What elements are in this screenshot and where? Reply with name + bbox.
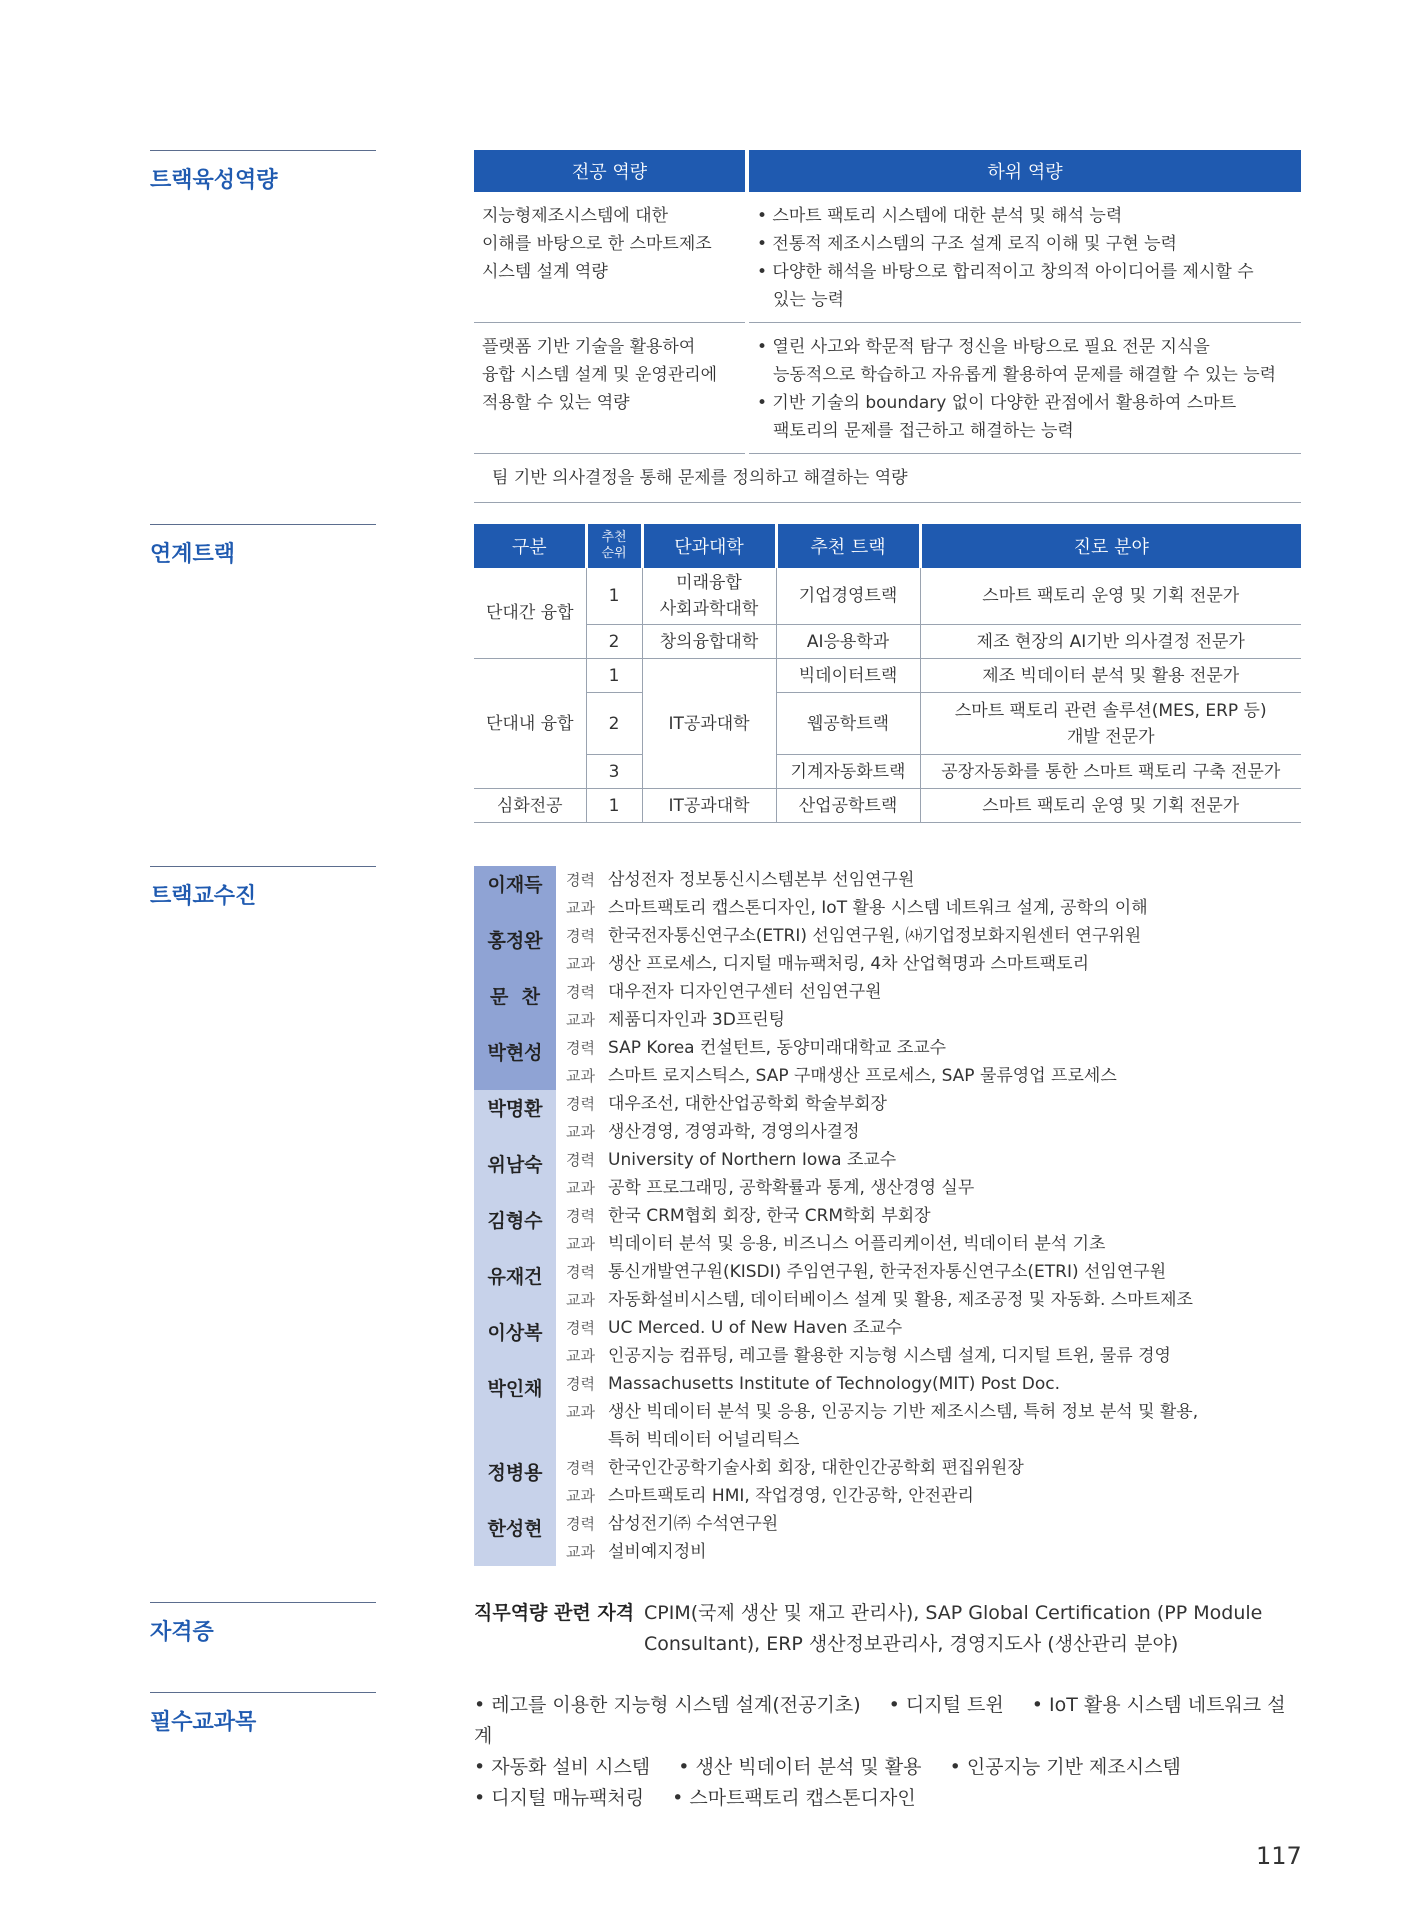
faculty-name: 유재건 [474,1258,556,1314]
line-tag: 경력 [566,1515,595,1533]
career-cell: 스마트 팩토리 관련 솔루션(MES, ERP 등) 개발 전문가 [920,693,1301,755]
line-tag: 경력 [566,1375,595,1393]
header-major-competency: 전공 역량 [474,150,747,192]
track-cell: AI응용학과 [776,625,920,659]
line-tag: 교과 [566,1487,595,1505]
line-tag: 경력 [566,983,595,1001]
faculty-entry [474,978,1314,1034]
college-cell: 미래융합 사회과학대학 [642,568,776,625]
course-text: 생산 빅데이터 분석 및 응용, 인공지능 기반 제조시스템, 특허 정보 분석 및 활용, [608,1402,1199,1422]
track-cell: 기계자동화트랙 [776,755,920,789]
competency-table [474,150,1301,503]
course-text: 특허 빅데이터 어널리틱스 [608,1430,800,1450]
category-cell: 심화전공 [474,789,586,823]
header-track: 추천 트랙 [776,524,920,568]
course-text: 스마트팩토리 HMI, 작업경영, 인간공학, 안전관리 [608,1486,974,1506]
course-text: 빅데이터 분석 및 응용, 비즈니스 어플리케이션, 빅데이터 분석 기초 [608,1234,1106,1254]
course-text: 스마트 로지스틱스, SAP 구매생산 프로세스, SAP 물류영업 프로세스 [608,1066,1117,1086]
major-competency-cell: 플랫폼 기반 기술을 활용하여 융합 시스템 설계 및 운영관리에 적용할 수 있는 역량 [474,323,747,454]
line-tag: 경력 [566,1151,595,1169]
certificate-text-line: Consultant), ERP 생산정보관리사, 경영지도사 (생산관리 분야) [644,1633,1179,1655]
faculty-list [474,866,1314,1566]
course-item: • 디지털 트윈 [888,1694,1004,1716]
course-item: • 디지털 매뉴팩처링 [474,1787,645,1809]
required-courses [474,1690,1314,1814]
line-tag: 교과 [566,1347,595,1365]
faculty-entry [474,1034,1314,1090]
track-cell: 웹공학트랙 [776,693,920,755]
line-tag: 교과 [566,955,595,973]
line-tag: 교과 [566,1403,595,1421]
course-text: 생산 프로세스, 디지털 매뉴팩처링, 4차 산업혁명과 스마트팩토리 [608,954,1090,974]
certificate-text-line: CPIM(국제 생산 및 재고 관리사), SAP Global Certification (PP Module [644,1602,1263,1624]
faculty-name: 이상복 [474,1314,556,1370]
linked-track-table [474,524,1301,823]
faculty-name: 이재득 [474,866,556,922]
team-competency-cell: 팀 기반 의사결정을 통해 문제를 정의하고 해결하는 역량 [474,454,1301,503]
faculty-name: 홍정완 [474,922,556,978]
faculty-entry [474,1370,1314,1454]
table-row [474,192,1301,323]
faculty-entry [474,922,1314,978]
career-cell: 스마트 팩토리 운영 및 기획 전문가 [920,568,1301,625]
course-text: 자동화설비시스템, 데이터베이스 설계 및 활용, 제조공정 및 자동화. 스마트제조 [608,1290,1193,1310]
line-tag: 교과 [566,899,595,917]
career-text: UC Merced. U of New Haven 조교수 [608,1318,903,1338]
course-text: 제품디자인과 3D프린팅 [608,1010,786,1030]
course-text: 설비예지정비 [608,1542,707,1562]
faculty-entry [474,1454,1314,1510]
course-text: 인공지능 컴퓨팅, 레고를 활용한 지능형 시스템 설계, 디지털 트윈, 물류 경영 [608,1346,1171,1366]
major-competency-cell: 지능형제조시스템에 대한 이해를 바탕으로 한 스마트제조 시스템 설계 역량 [474,192,747,323]
career-text: 대우전자 디자인연구센터 선임연구원 [608,982,882,1002]
faculty-name: 박인채 [474,1370,556,1454]
header-college: 단과대학 [642,524,776,568]
line-tag: 경력 [566,1459,595,1477]
course-item: • 생산 빅데이터 분석 및 활용 [678,1756,922,1778]
faculty-name: 문 찬 [474,978,556,1034]
course-item: • IoT 활용 시스템 네트워크 설계 [474,1694,1286,1747]
table-row [474,454,1301,503]
rank-cell: 2 [586,693,642,755]
rank-cell: 1 [586,789,642,823]
table-row [474,693,1301,755]
table-row [474,323,1301,454]
line-tag: 교과 [566,1011,595,1029]
rank-cell: 1 [586,568,642,625]
college-cell: IT공과대학 [642,659,776,789]
section-label-required-courses: 필수교과목 [150,1692,376,1736]
faculty-name: 김형수 [474,1202,556,1258]
faculty-name: 정병용 [474,1454,556,1510]
career-text: University of Northern Iowa 조교수 [608,1150,897,1170]
table-row [474,755,1301,789]
faculty-entry [474,1510,1314,1566]
faculty-name: 위남숙 [474,1146,556,1202]
course-item: • 스마트팩토리 캡스톤디자인 [672,1787,916,1809]
header-sub-competency: 하위 역량 [747,150,1301,192]
table-row [474,789,1301,823]
line-tag: 경력 [566,871,595,889]
header-rank: 추천 순위 [586,524,642,568]
header-category: 구분 [474,524,586,568]
certificate-label: 직무역량 관련 자격 [474,1602,635,1624]
sub-competency-cell: • 스마트 팩토리 시스템에 대한 분석 및 해석 능력 • 전통적 제조시스템의 구조 설계 로직 이해 및 구현 능력 • 다양한 해석을 바탕으로 합리적이고 창의적 아이디어를 제시할 수 있는 능력 [747,192,1301,323]
sub-competency-cell: • 열린 사고와 학문적 탐구 정신을 바탕으로 필요 전문 지식을 능동적으로 학습하고 자유롭게 활용하여 문제를 해결할 수 있는 능력 • 기반 기술의 boundary 없이 다양한 관점에서 활용하여 스마트 팩토리의 문제를 접근하고 해결하는 능력 [747,323,1301,454]
course-item: • 자동화 설비 시스템 [474,1756,651,1778]
section-label-competency: 트랙육성역량 [150,150,376,194]
career-cell: 공장자동화를 통한 스마트 팩토리 구축 전문가 [920,755,1301,789]
line-tag: 경력 [566,1207,595,1225]
faculty-entry [474,1202,1314,1258]
faculty-entry [474,866,1314,922]
course-item: • 인공지능 기반 제조시스템 [949,1756,1181,1778]
line-tag: 교과 [566,1235,595,1253]
career-cell: 제조 현장의 AI기반 의사결정 전문가 [920,625,1301,659]
career-text: 한국인간공학기술사회 회장, 대한인간공학회 편집위원장 [608,1458,1024,1478]
course-text: 공학 프로그래밍, 공학확률과 통계, 생산경영 실무 [608,1178,975,1198]
category-cell: 단대간 융합 [474,568,586,659]
line-tag: 교과 [566,1291,595,1309]
faculty-entry [474,1258,1314,1314]
career-text: Massachusetts Institute of Technology(MIT) Post Doc. [608,1374,1060,1394]
college-cell: 창의융합대학 [642,625,776,659]
line-tag: 경력 [566,927,595,945]
rank-cell: 2 [586,625,642,659]
line-tag: 교과 [566,1123,595,1141]
career-text: 한국전자통신연구소(ETRI) 선임연구원, ㈔기업정보화지원센터 연구위원 [608,926,1142,946]
track-cell: 산업공학트랙 [776,789,920,823]
line-tag [566,1426,608,1454]
page-number: 117 [1256,1842,1302,1870]
table-row [474,625,1301,659]
career-text: 통신개발연구원(KISDI) 주임연구원, 한국전자통신연구소(ETRI) 선임연구원 [608,1262,1167,1282]
career-text: 삼성전자 정보통신시스템본부 선임연구원 [608,870,915,890]
track-cell: 빅데이터트랙 [776,659,920,693]
line-tag: 경력 [566,1095,595,1113]
table-row [474,568,1301,625]
faculty-entry [474,1146,1314,1202]
career-cell: 스마트 팩토리 운영 및 기획 전문가 [920,789,1301,823]
line-tag: 교과 [566,1067,595,1085]
course-text: 생산경영, 경영과학, 경영의사결정 [608,1122,860,1142]
line-tag: 경력 [566,1263,595,1281]
table-row [474,659,1301,693]
rank-cell: 1 [586,659,642,693]
career-text: 삼성전기㈜ 수석연구원 [608,1514,779,1534]
line-tag: 교과 [566,1543,595,1561]
line-tag: 교과 [566,1179,595,1197]
track-cell: 기업경영트랙 [776,568,920,625]
faculty-name: 박명환 [474,1090,556,1146]
line-tag: 경력 [566,1039,595,1057]
section-label-faculty: 트랙교수진 [150,866,376,910]
faculty-entry [474,1314,1314,1370]
faculty-name: 박현성 [474,1034,556,1090]
course-item: • 레고를 이용한 지능형 시스템 설계(전공기초) [474,1694,861,1716]
college-cell: IT공과대학 [642,789,776,823]
section-label-certificate: 자격증 [150,1602,376,1646]
faculty-entry [474,1090,1314,1146]
faculty-name: 한성현 [474,1510,556,1566]
career-cell: 제조 빅데이터 분석 및 활용 전문가 [920,659,1301,693]
course-text: 스마트팩토리 캡스톤디자인, IoT 활용 시스템 네트워크 설계, 공학의 이해 [608,898,1148,918]
section-label-linked-track: 연계트랙 [150,524,376,568]
category-cell: 단대내 융합 [474,659,586,789]
career-text: 한국 CRM협회 회장, 한국 CRM학회 부회장 [608,1206,931,1226]
line-tag: 경력 [566,1319,595,1337]
rank-cell: 3 [586,755,642,789]
certificate-block [474,1598,1314,1660]
career-text: 대우조선, 대한산업공학회 학술부회장 [608,1094,887,1114]
career-text: SAP Korea 컨설턴트, 동양미래대학교 조교수 [608,1038,947,1058]
header-career: 진로 분야 [920,524,1301,568]
